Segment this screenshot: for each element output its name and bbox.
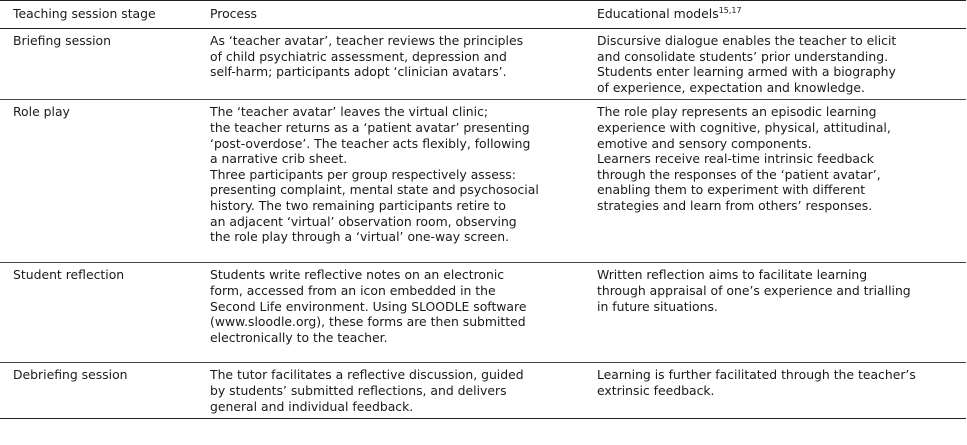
model-line: experience with cognitive, physical, attitudinal, <box>597 119 891 135</box>
model-line: Learning is further facilitated through the teacher’s <box>597 367 916 383</box>
process-line: history. The two remaining participants retire to <box>210 197 506 213</box>
process-line: self-harm; participants adopt ‘clinician avatars’. <box>210 64 507 80</box>
process-line: As ‘teacher avatar’, teacher reviews the principles <box>210 33 524 48</box>
header-models-label: Educational models <box>597 6 719 21</box>
process-line: The tutor facilitates a reflective discussion, guided <box>210 367 524 383</box>
table-row <box>0 263 966 363</box>
model-line: enabling them to experiment with different <box>597 182 866 198</box>
header-models <box>587 1 966 29</box>
process-line: form, accessed from an icon embedded in the <box>210 282 496 298</box>
model-line: Students enter learning armed with a biography <box>597 64 896 80</box>
header-models-refs: 15,17 <box>718 5 742 15</box>
process-line: Second Life environment. Using SLOODLE software <box>210 298 527 314</box>
row-process <box>195 263 587 363</box>
model-line: strategies and learn from others’ responses. <box>597 197 873 213</box>
model-line: through the responses of the ‘patient avatar’, <box>597 166 881 182</box>
header-stage: Teaching session stage <box>13 6 156 21</box>
process-line: of child psychiatric assessment, depression and <box>210 48 507 64</box>
row-stage: Student reflection <box>13 267 125 283</box>
process-line: Three participants per group respectively assess: <box>210 166 516 182</box>
row-model <box>587 100 966 263</box>
process-line: ‘post-overdose’. The teacher acts flexibly, following <box>210 135 531 151</box>
model-line: extrinsic feedback. <box>597 382 715 398</box>
model-line: The role play represents an episodic learning <box>597 104 877 120</box>
model-line: Learners receive real-time intrinsic feedback <box>597 151 874 167</box>
model-line: emotive and sensory components. <box>597 135 812 151</box>
row-model <box>587 263 966 363</box>
process-line: presenting complaint, mental state and psychosocial <box>210 182 539 198</box>
row-stage: Debriefing session <box>13 367 128 383</box>
process-line: an adjacent ‘virtual’ observation room, observing <box>210 213 517 229</box>
process-line: The ‘teacher avatar’ leaves the virtual clinic; <box>210 104 489 120</box>
process-line: electronically to the teacher. <box>210 329 388 345</box>
header-row <box>0 1 966 29</box>
row-model <box>587 363 966 419</box>
model-line: and consolidate students’ prior understanding. <box>597 48 889 64</box>
table-row <box>0 100 966 263</box>
row-stage: Role play <box>13 104 70 120</box>
process-line: (www.sloodle.org), these forms are then submitted <box>210 314 526 330</box>
row-model <box>587 29 966 100</box>
process-line: by students’ submitted reflections, and delivers <box>210 382 507 398</box>
process-line: general and individual feedback. <box>210 398 414 414</box>
process-line: Students write reflective notes on an electronic <box>210 267 505 283</box>
row-process <box>195 100 587 263</box>
row-process <box>195 29 587 100</box>
model-line: Discursive dialogue enables the teacher to elicit <box>597 33 897 48</box>
table-row <box>0 363 966 419</box>
model-line: in future situations. <box>597 298 718 314</box>
row-stage: Briefing session <box>13 33 111 48</box>
process-line: the teacher returns as a ‘patient avatar’ presenting <box>210 119 530 135</box>
model-line: Written reflection aims to facilitate learning <box>597 267 868 283</box>
row-process <box>195 363 587 419</box>
table-header <box>0 1 966 29</box>
model-line: of experience, expectation and knowledge. <box>597 79 865 95</box>
process-line: a narrative crib sheet. <box>210 151 348 167</box>
table-row <box>0 29 966 100</box>
process-line: the role play through a ‘virtual’ one-way screen. <box>210 229 510 245</box>
header-process: Process <box>210 6 258 21</box>
table-body <box>0 29 966 419</box>
model-line: through appraisal of one’s experience and trialling <box>597 282 911 298</box>
